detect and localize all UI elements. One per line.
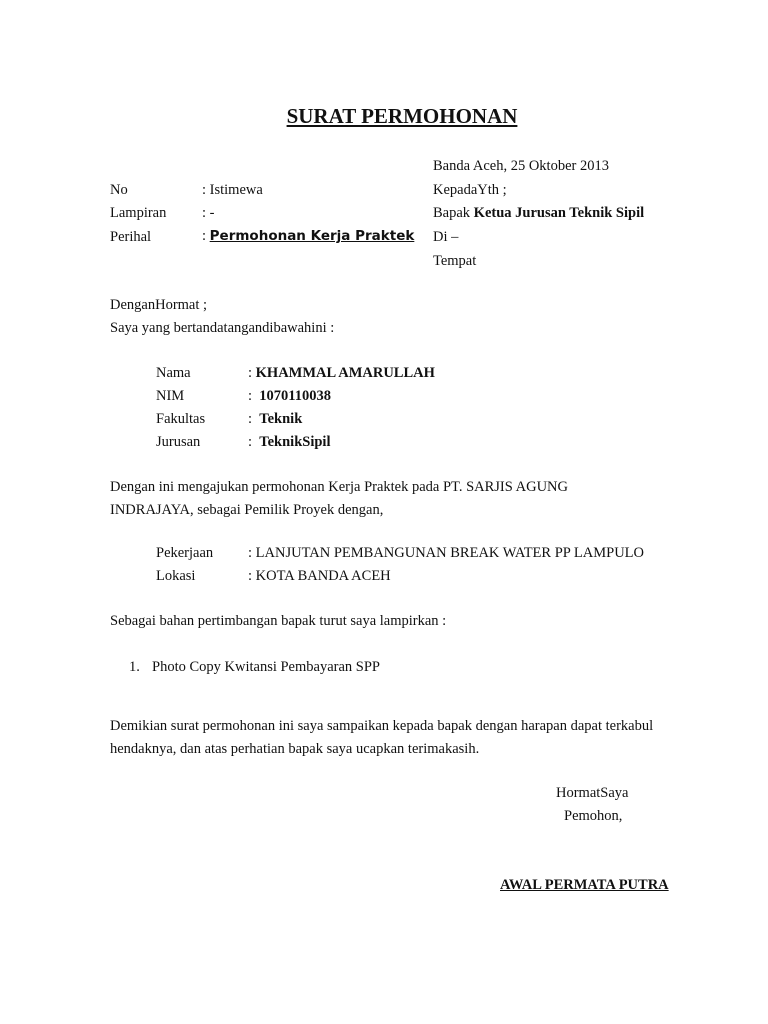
fakultas-label: Fakultas [156, 411, 206, 427]
salutation: DenganHormat ; [110, 297, 208, 313]
letter-title: SURAT PERMOHONAN [286, 104, 518, 128]
closing-line2: hendaknya, dan atas perhatian bapak saya ucapkan terimakasih. [110, 741, 480, 757]
fakultas-value: Teknik [259, 411, 303, 427]
jurusan-value: TeknikSipil [259, 434, 331, 450]
intro-text: Saya yang bertandatangandibawahini : [110, 320, 335, 336]
recipient-prefix: Bapak [433, 205, 471, 221]
jurusan-colon: : [248, 434, 253, 450]
lokasi-label: Lokasi [156, 568, 196, 584]
pekerjaan-label: Pekerjaan [156, 545, 214, 561]
lampiran-label: Lampiran [110, 205, 167, 221]
perihal-colon: : [202, 228, 207, 244]
nama-value: KHAMMAL AMARULLAH [255, 365, 435, 381]
body-paragraph-line1: Dengan ini mengajukan permohonan Kerja Praktek pada PT. SARJIS AGUNG [110, 479, 569, 495]
no-label: No [110, 182, 128, 198]
body-paragraph-line2: INDRAJAYA, sebagai Pemilik Proyek dengan, [110, 502, 384, 518]
signature-role: Pemohon, [564, 808, 623, 824]
lokasi-value: : KOTA BANDA ACEH [248, 568, 391, 584]
nama-colon: : [248, 365, 253, 381]
closing-line1: Demikian surat permohonan ini saya sampaikan kepada bapak dengan harapan dapat terkabul [110, 718, 654, 734]
nama-row [248, 366, 435, 381]
attach-intro: Sebagai bahan pertimbangan bapak turut saya lampirkan : [110, 613, 447, 629]
letter-date: Banda Aceh, 25 Oktober 2013 [433, 158, 609, 174]
lampiran-value: : - [202, 205, 215, 221]
perihal-value: Permohonan Kerja Praktek [209, 228, 415, 244]
recipient-line1: KepadaYth ; [433, 182, 507, 198]
jurusan-row [248, 435, 331, 450]
signature-greeting: HormatSaya [556, 785, 629, 801]
attachment-num: 1. [129, 659, 140, 675]
perihal-label: Perihal [110, 229, 152, 245]
recipient-line4: Tempat [433, 253, 477, 269]
fakultas-row [248, 412, 302, 427]
pekerjaan-value: : LANJUTAN PEMBANGUNAN BREAK WATER PP LAMPULO [248, 545, 645, 561]
recipient-line3: Di – [433, 229, 459, 245]
nim-row [248, 389, 331, 404]
nim-value: 1070110038 [259, 388, 331, 404]
attachment-text: Photo Copy Kwitansi Pembayaran SPP [152, 659, 380, 675]
recipient-title: Ketua Jurusan Teknik Sipil [473, 205, 645, 221]
jurusan-label: Jurusan [156, 434, 201, 450]
no-value: : Istimewa [202, 182, 263, 198]
perihal-row [202, 229, 414, 244]
nim-colon: : [248, 388, 253, 404]
recipient-line2 [433, 206, 644, 221]
nama-label: Nama [156, 365, 191, 381]
nim-label: NIM [156, 388, 185, 404]
signature-name: AWAL PERMATA PUTRA [500, 877, 669, 893]
fakultas-colon: : [248, 411, 253, 427]
